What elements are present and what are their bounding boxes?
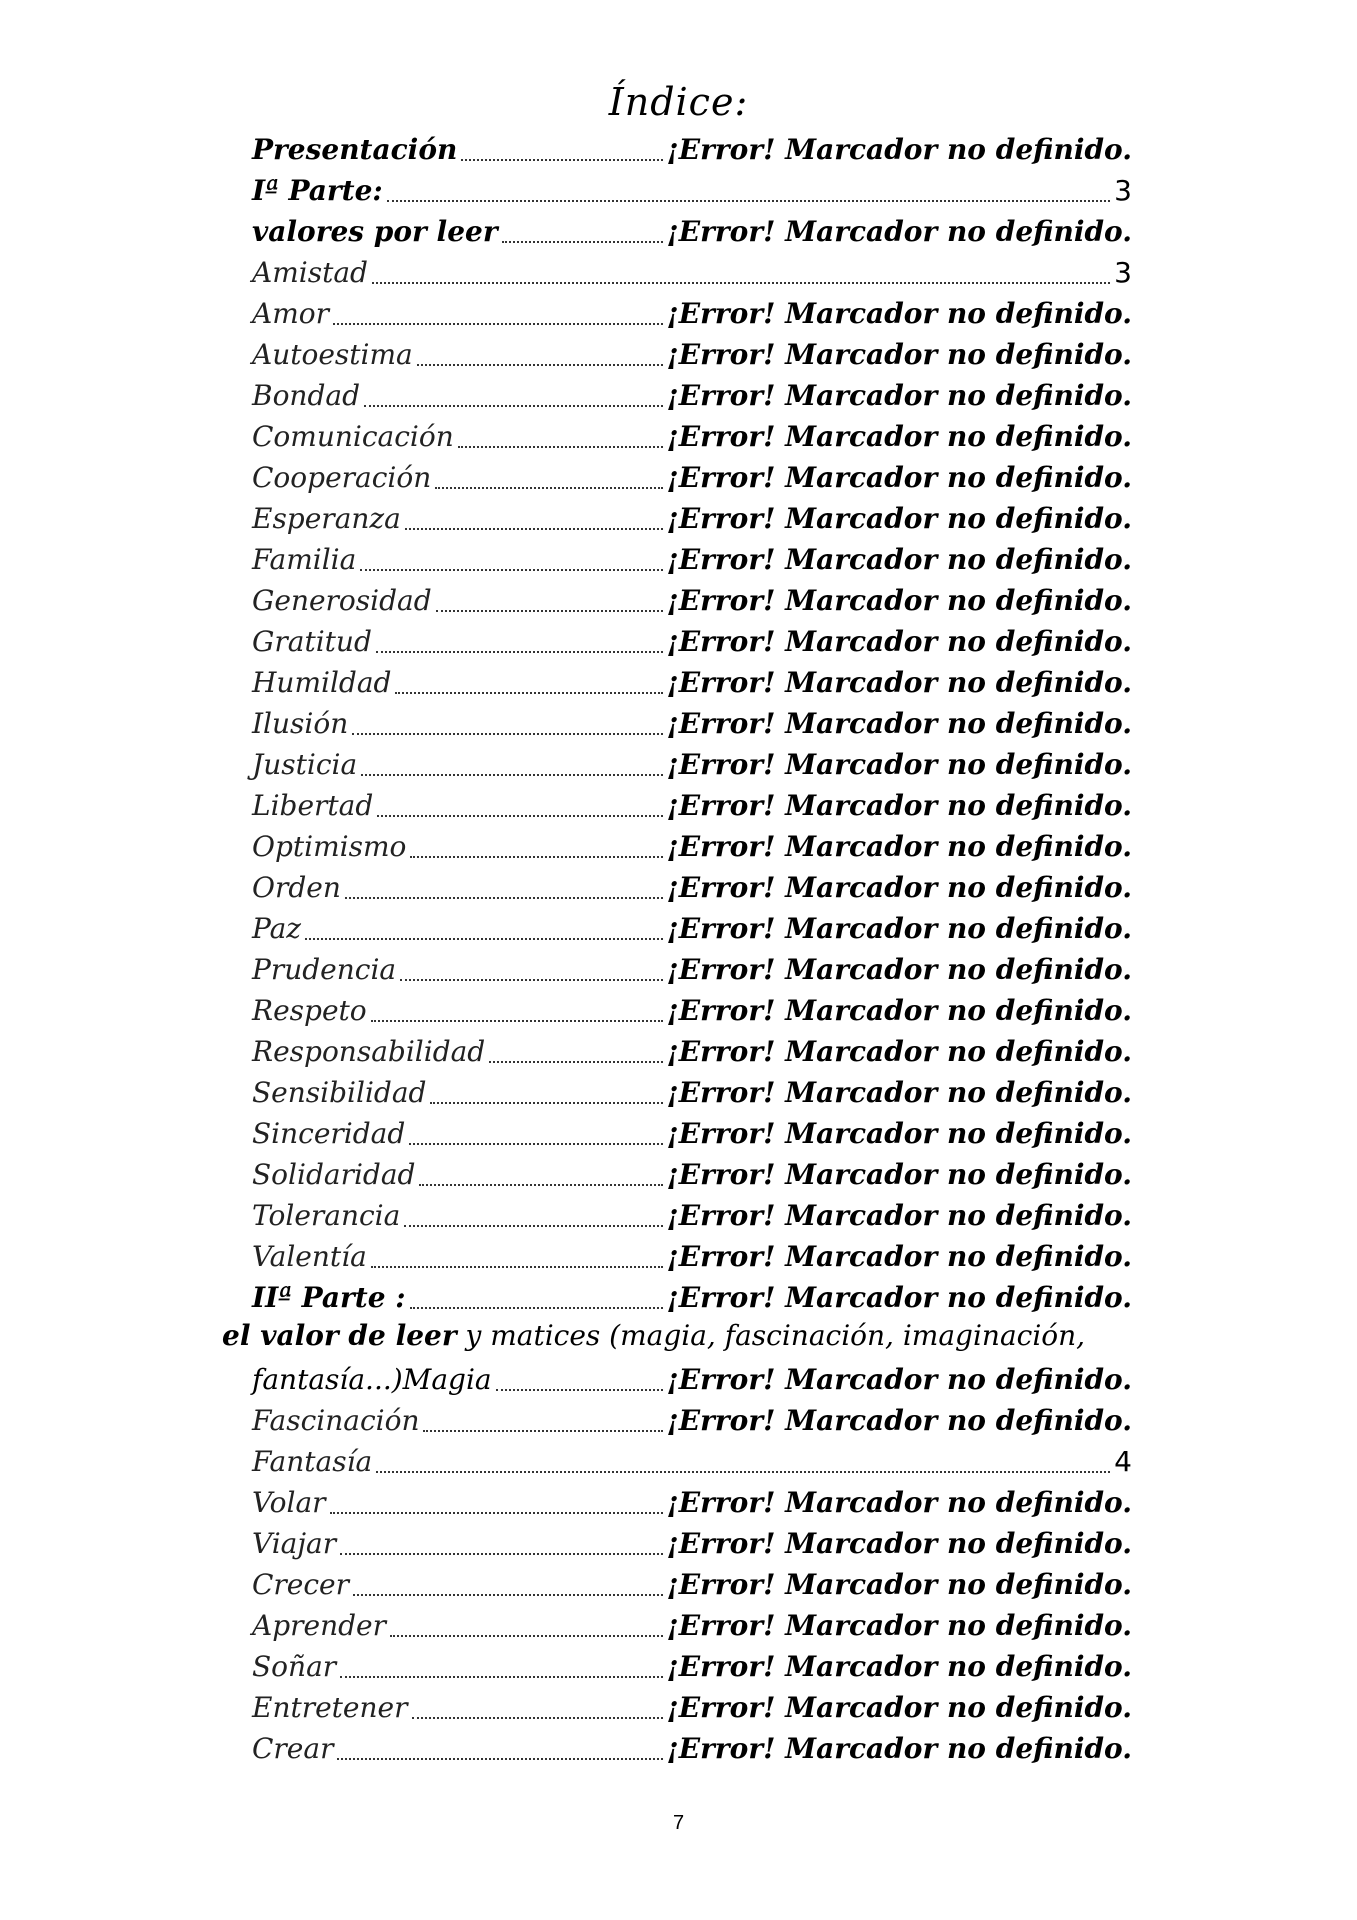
- toc-entry-target: ¡Error! Marcador no definido.: [666, 1035, 1132, 1068]
- toc-entry-label: IIª Parte :: [252, 1281, 406, 1314]
- toc-entry-label: Viajar: [252, 1527, 337, 1560]
- toc-entry-target: ¡Error! Marcador no definido.: [666, 1486, 1132, 1519]
- toc-entry-label: Optimismo: [252, 830, 407, 863]
- toc-entry-label: Ilusión: [252, 707, 349, 740]
- toc-entry[interactable]: [252, 169, 1132, 210]
- toc-entry-label: Cooperación: [252, 461, 432, 494]
- toc-entry[interactable]: [252, 1727, 1132, 1768]
- toc-entry[interactable]: [252, 1153, 1132, 1194]
- toc-entry[interactable]: [252, 989, 1132, 1030]
- toc-entry-target: ¡Error! Marcador no definido.: [666, 912, 1132, 945]
- dot-leader: [340, 1553, 662, 1555]
- toc-entry-label: valores por leer: [252, 215, 498, 248]
- toc-entry-label: Respeto: [252, 994, 367, 1027]
- toc-entry-label: Autoestima: [252, 338, 413, 371]
- dot-leader: [353, 1594, 663, 1596]
- toc-entry-label: Responsabilidad: [252, 1035, 486, 1068]
- toc-entry-label: Comunicación: [252, 420, 454, 453]
- dot-leader: [376, 1471, 1110, 1473]
- index-title: Índice:: [608, 80, 749, 124]
- dot-leader: [352, 733, 662, 735]
- toc-entry[interactable]: [252, 128, 1132, 169]
- dot-leader: [395, 692, 662, 694]
- toc-entry-target: ¡Error! Marcador no definido.: [666, 1609, 1132, 1642]
- toc-entry-label-bold: el valor de leer: [222, 1319, 457, 1352]
- toc-entry-label: Justicia: [252, 748, 358, 781]
- toc-entry-target: ¡Error! Marcador no definido.: [666, 1404, 1132, 1437]
- toc-entry-label: Orden: [252, 871, 341, 904]
- toc-entry[interactable]: [252, 1645, 1132, 1686]
- toc-entry-target: ¡Error! Marcador no definido.: [666, 953, 1132, 986]
- toc-entry[interactable]: [252, 251, 1132, 292]
- toc-entry-label: Iª Parte:: [252, 174, 383, 207]
- toc-entry-label: Generosidad: [252, 584, 432, 617]
- dot-leader: [372, 282, 1110, 284]
- toc-entry-label: Solidaridad: [252, 1158, 416, 1191]
- dot-leader: [333, 323, 663, 325]
- toc-entry-target: ¡Error! Marcador no definido.: [666, 666, 1132, 699]
- toc-entry-label: Paz: [252, 912, 302, 945]
- toc-entry-target: ¡Error! Marcador no definido.: [666, 1527, 1132, 1560]
- dot-leader: [400, 979, 662, 981]
- toc-entry-label: Soñar: [252, 1650, 337, 1683]
- toc-entry[interactable]: [252, 866, 1132, 907]
- toc-entry[interactable]: [252, 374, 1132, 415]
- toc-entry-label: Humildad: [252, 666, 392, 699]
- dot-leader: [364, 405, 663, 407]
- toc-entry-target: ¡Error! Marcador no definido.: [666, 994, 1132, 1027]
- dot-leader: [405, 528, 663, 530]
- toc-entry[interactable]: [252, 1563, 1132, 1604]
- toc-entry-wrap-line-1[interactable]: [222, 1317, 1172, 1358]
- dot-leader: [419, 1184, 662, 1186]
- toc-entry[interactable]: [252, 620, 1132, 661]
- toc-entry-label: Tolerancia: [252, 1199, 401, 1232]
- toc-entry-target: ¡Error! Marcador no definido.: [666, 830, 1132, 863]
- toc-entry-label: Presentación: [252, 133, 458, 166]
- toc-entry-target: ¡Error! Marcador no definido.: [666, 420, 1132, 453]
- toc-entry-target: ¡Error! Marcador no definido.: [666, 1732, 1132, 1765]
- dot-leader: [345, 897, 663, 899]
- toc-entry-label: Bondad: [252, 379, 361, 412]
- dot-leader: [410, 856, 662, 858]
- toc-entry-label: Sinceridad: [252, 1117, 406, 1150]
- toc-entry[interactable]: [252, 1112, 1132, 1153]
- toc-entry-label: Valentía: [252, 1240, 367, 1273]
- toc-entry[interactable]: [252, 784, 1132, 825]
- toc-entry-target: ¡Error! Marcador no definido.: [666, 1691, 1132, 1724]
- toc-entry[interactable]: [252, 1235, 1132, 1276]
- toc-entry-page-number: 3: [1114, 256, 1132, 289]
- toc-entry[interactable]: [252, 702, 1132, 743]
- toc-entry[interactable]: [252, 538, 1132, 579]
- toc-entry[interactable]: [252, 333, 1132, 374]
- toc-entry-page-number: 4: [1114, 1445, 1132, 1478]
- dot-leader: [412, 1717, 663, 1719]
- toc-entry[interactable]: [252, 415, 1132, 456]
- toc-entry-label: Fascinación: [252, 1404, 420, 1437]
- dot-leader: [371, 1020, 663, 1022]
- toc-entry-label: Familia: [252, 543, 357, 576]
- dot-leader: [340, 1676, 662, 1678]
- toc-entry-target: ¡Error! Marcador no definido.: [666, 1240, 1132, 1273]
- toc-entry[interactable]: [252, 948, 1132, 989]
- dot-leader: [489, 1061, 662, 1063]
- toc-entry-target: ¡Error! Marcador no definido.: [666, 338, 1132, 371]
- toc-entry-target: ¡Error! Marcador no definido.: [666, 215, 1132, 248]
- toc-entry[interactable]: [252, 825, 1132, 866]
- toc-entry-target: ¡Error! Marcador no definido.: [666, 1650, 1132, 1683]
- toc-entry[interactable]: [252, 1440, 1132, 1481]
- toc-entry-target: ¡Error! Marcador no definido.: [666, 871, 1132, 904]
- dot-leader: [430, 1102, 662, 1104]
- dot-leader: [410, 1307, 663, 1309]
- dot-leader: [377, 815, 662, 817]
- toc-entry-target: ¡Error! Marcador no definido.: [666, 584, 1132, 617]
- toc-entry[interactable]: [252, 1481, 1132, 1522]
- dot-leader: [376, 651, 663, 653]
- dot-leader: [436, 610, 663, 612]
- dot-leader: [404, 1225, 662, 1227]
- dot-leader: [305, 938, 662, 940]
- page-number: 7: [672, 1812, 685, 1834]
- dot-leader: [360, 569, 662, 571]
- dot-leader: [371, 1266, 663, 1268]
- dot-leader: [387, 200, 1110, 202]
- toc-entry[interactable]: [252, 1194, 1132, 1235]
- toc-entry-label-rest: y matices (magia, fascinación, imaginación,: [456, 1319, 1086, 1352]
- dot-leader: [390, 1635, 663, 1637]
- toc-entry[interactable]: [252, 1604, 1132, 1645]
- toc-entry-target: ¡Error! Marcador no definido.: [666, 1117, 1132, 1150]
- toc-entry-label: Gratitud: [252, 625, 372, 658]
- toc-entry-target: ¡Error! Marcador no definido.: [666, 625, 1132, 658]
- toc-entry-label: Volar: [252, 1486, 326, 1519]
- toc-entry-label: Crecer: [252, 1568, 350, 1601]
- toc-entry-label: Fantasía: [252, 1445, 373, 1478]
- toc-entry-target: ¡Error! Marcador no definido.: [666, 461, 1132, 494]
- toc-entry-label: Crear: [252, 1732, 334, 1765]
- toc-entry[interactable]: [252, 1399, 1132, 1440]
- dot-leader: [458, 446, 663, 448]
- toc-entry-label: Libertad: [252, 789, 374, 822]
- toc-entry-target: ¡Error! Marcador no definido.: [666, 1363, 1132, 1396]
- toc-entry-label: fantasía...)Magia: [252, 1363, 492, 1396]
- toc-entry-label: Prudencia: [252, 953, 397, 986]
- toc-entry-target: ¡Error! Marcador no definido.: [666, 1199, 1132, 1232]
- toc-entry-target: ¡Error! Marcador no definido.: [666, 543, 1132, 576]
- toc-entry-target: ¡Error! Marcador no definido.: [666, 707, 1132, 740]
- toc-entry[interactable]: [252, 497, 1132, 538]
- dot-leader: [337, 1758, 662, 1760]
- toc-entry[interactable]: [252, 1686, 1132, 1727]
- toc-entry-target: ¡Error! Marcador no definido.: [666, 1568, 1132, 1601]
- toc-entry-target: ¡Error! Marcador no definido.: [666, 748, 1132, 781]
- dot-leader: [496, 1389, 663, 1391]
- toc-entry-label: Entretener: [252, 1691, 408, 1724]
- toc-entry[interactable]: [252, 907, 1132, 948]
- toc-entry[interactable]: [252, 661, 1132, 702]
- dot-leader: [502, 241, 663, 243]
- toc-entry-wrap-line-2[interactable]: [252, 1358, 1132, 1399]
- toc-entry[interactable]: [252, 456, 1132, 497]
- toc-entry-page-number: 3: [1114, 174, 1132, 207]
- toc-entry-label: Aprender: [252, 1609, 387, 1642]
- dot-leader: [361, 774, 662, 776]
- toc-entry-target: ¡Error! Marcador no definido.: [666, 1281, 1132, 1314]
- toc-entry-label: Esperanza: [252, 502, 401, 535]
- toc-entry-label: Amor: [252, 297, 330, 330]
- toc-entry-target: ¡Error! Marcador no definido.: [666, 502, 1132, 535]
- dot-leader: [409, 1143, 662, 1145]
- toc-entry-target: ¡Error! Marcador no definido.: [666, 379, 1132, 412]
- toc-entry-label: Amistad: [252, 256, 368, 289]
- dot-leader: [461, 159, 662, 161]
- toc-entry[interactable]: [252, 1030, 1132, 1071]
- toc-entry[interactable]: [252, 1071, 1132, 1112]
- dot-leader: [417, 364, 663, 366]
- toc-entry[interactable]: [252, 1522, 1132, 1563]
- toc-entry-target: ¡Error! Marcador no definido.: [666, 1076, 1132, 1109]
- toc-entry-target: ¡Error! Marcador no definido.: [666, 133, 1132, 166]
- toc-entry-target: ¡Error! Marcador no definido.: [666, 297, 1132, 330]
- toc-entry[interactable]: [252, 1276, 1132, 1317]
- toc-entry-label: Sensibilidad: [252, 1076, 427, 1109]
- toc-entry[interactable]: [252, 743, 1132, 784]
- toc-entry-target: ¡Error! Marcador no definido.: [666, 1158, 1132, 1191]
- dot-leader: [435, 487, 662, 489]
- toc-entry-target: ¡Error! Marcador no definido.: [666, 789, 1132, 822]
- dot-leader: [330, 1512, 663, 1514]
- dot-leader: [423, 1430, 662, 1432]
- toc-entry[interactable]: [252, 210, 1132, 251]
- toc-entry[interactable]: [252, 292, 1132, 333]
- toc-entry[interactable]: [252, 579, 1132, 620]
